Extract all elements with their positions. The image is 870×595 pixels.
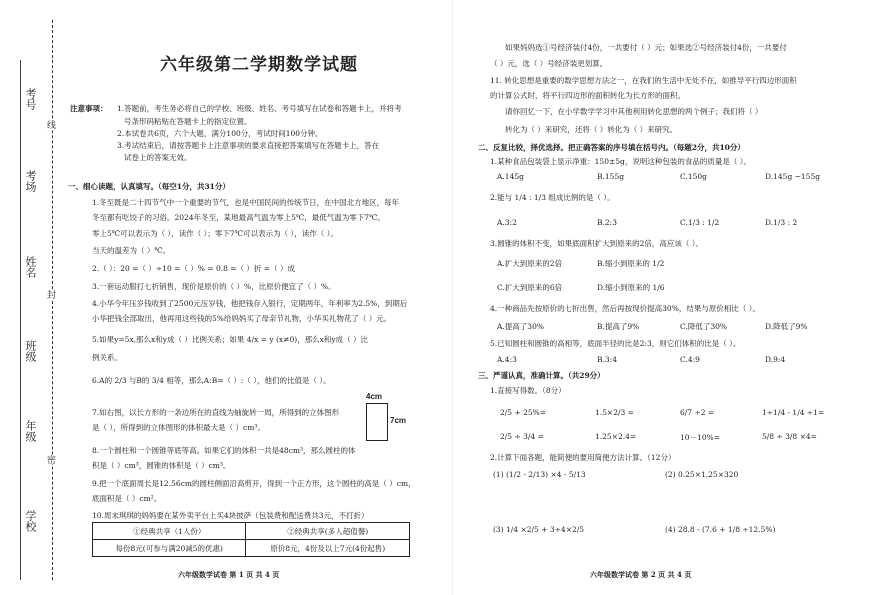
calc-item: 1.25×2.4= (595, 432, 637, 441)
notice-label: 注意事项： (70, 104, 108, 113)
calc-item: 6/7 ÷2 = (680, 408, 715, 417)
calc-item: 5/8 ÷ 3/8 ×4= (762, 432, 817, 441)
mc-option: C.扩大到原来的6倍 (497, 283, 563, 292)
mc-option: B.缩小到原来的 1/2 (597, 259, 665, 268)
mc-option: A.3:2 (497, 218, 517, 227)
binding-field-name: 姓名 (24, 256, 37, 278)
question-11: 11. 转化思想是重要的数学思想方法之一，在我们的生活中无处不在，如推导平行四边形面积 (490, 76, 797, 85)
section2-heading: 二、反复比较，择优选择。把正确答案的序号填在括号内。（每题2分，共10分） (478, 143, 745, 152)
pizza-option-1-price: 每份8元(可参与满20减5的优惠) (93, 540, 246, 557)
question-10-cont: 如果妈妈选①号经济装付4份，一共要付（ ）元；如果选②号经济装付4份，一共要付 (505, 43, 787, 52)
notice-line: 3.考试结束后，请按答题卡上注意事项的要求直接把答案填写在答题卡上，答在 (117, 141, 380, 150)
mc-option: B.3:4 (597, 355, 617, 364)
question-11-line: 请你回忆一下，在小学数学学习中其他利用转化思想的两个例子；我们将（ ） (505, 107, 763, 116)
question-11-line: 的计算公式时，将平行四边形的面积转化为长方形的面积。 (490, 91, 685, 100)
question-10: 10.周末琪琪的妈妈要在某外卖平台上买4块披萨（包装费和配送费共3元，不打折） (92, 511, 369, 520)
mc-option: D.1/3 : 2 (765, 218, 798, 227)
section3-heading: 三、严谨认真，准确计算。（共29分） (478, 371, 605, 380)
mc-option: C.降低了30% (680, 322, 728, 331)
rectangle-figure (366, 403, 388, 441)
binding-field-class: 班级 (24, 340, 37, 362)
question-10-cont-line: （ ）元，选（ ）号经济装更划算。 (490, 59, 608, 68)
seal-char-seal: 封 (45, 290, 55, 299)
pizza-option-2-price: 原价8元，4份及以上7元(4份起售) (246, 540, 410, 557)
question-7: 7.如右图，以长方形的一条边所在的直线为轴旋转一周，所得到的立体图形 (92, 408, 340, 417)
mc-option: A.提高了30% (497, 322, 544, 331)
binding-field-grade: 年级 (24, 420, 37, 442)
question-3: 3.一套运动服打七折销售，现价是原价的（ ）%，比原价便宜了（ ）%。 (92, 282, 336, 291)
page-footer: 六年级数学试卷 第 1 页 共 4 页 (178, 570, 280, 579)
pizza-option-2-header: ②经典共享(多人超值餐) (246, 523, 410, 540)
mc-option: B.2:3 (597, 218, 617, 227)
question-9: 9.把一个底面周长是12.56cm的圆柱侧面沿高剪开，得到一个正方形，这个圆柱的高是（ ）cm， (92, 479, 416, 488)
mc-option: C.4:9 (680, 355, 700, 364)
mc-option: A.4:3 (497, 355, 517, 364)
figure-height-label: 7cm (390, 416, 407, 425)
binding-field-exam-room: 考场 (24, 170, 37, 192)
mc-option: C.1/3 : 1/2 (680, 218, 720, 227)
mc-option: D.9:4 (765, 355, 786, 364)
calc2-item: (1) (1/2 - 2/13) ×4 - 5/13 (493, 470, 586, 479)
question-4-line: 小华把钱全部取出，他再用这些钱的5%给妈妈买了母亲节礼物，小华买礼物花了（ ）元。 (92, 314, 392, 323)
binding-write-line (20, 60, 21, 580)
question-11-line: 转化为（ ）来研究，还将（ ）转化为（ ）来研究。 (505, 125, 678, 134)
pizza-price-table (92, 522, 410, 557)
question-5: 5.如果y=5x,那么x和y成（ ）比例关系；如果 4/x = y (x≠0)，那么x和y成（ ）比 (92, 335, 368, 344)
seal-char-line: 线 (45, 120, 55, 129)
calc1-label: 1.直接写得数。（8分） (490, 386, 566, 395)
question-1-line: 冬至都有吃饺子的习俗。2024年冬至，某地最高气温为零上5℃，最低气温为零下7℃。 (92, 213, 385, 222)
page-title: 六年级第二学期数学试题 (160, 55, 358, 75)
mc-option: C.150g (680, 172, 707, 181)
mc-option: D.145g ~155g (765, 172, 821, 181)
calc-item: 1÷1/4 - 1/4 ÷1= (762, 408, 825, 417)
calc2-label: 2.计算下面各题，能简便的要用简便方法计算。（12分） (490, 453, 676, 462)
pizza-option-1-header: ①经典共享（1人份） (93, 523, 246, 540)
mc-option: B.155g (597, 172, 625, 181)
section1-heading: 一、细心读题，认真填写。（每空1分，共31分） (68, 182, 230, 191)
question-7-line: 是（ ），所得到的立体图形的体积最大是（ ）cm³。 (92, 423, 265, 432)
mc-question-stem: 4.一种商品先按原价的七折出售，然后再按现价提高30%，结果与原价相比（ ）。 (490, 304, 760, 313)
mc-question-stem: 2.能与 1/4 : 1/3 组成比例的是（ ）。 (490, 193, 615, 202)
binding-dashed-line (52, 20, 53, 580)
notice-line: 1.答题前，考生务必将自己的学校、班级、姓名、考号填写在试卷和答题卡上，并将考 (117, 104, 402, 113)
calc2-item: (2) 0.25×1.25×320 (665, 470, 739, 479)
calc-item: 10－10%= (680, 433, 720, 442)
binding-field-school: 学校 (24, 510, 37, 532)
question-1-line: 当天的温差为（ ）℃。 (92, 246, 171, 255)
calc2-item: (4) 28.8 - (7.6 + 1/8 ÷12.5%) (665, 525, 776, 534)
question-9-line: 底面积是（ ）cm²。 (92, 494, 162, 503)
calc-item: 2/5 ÷ 3/4 = (500, 432, 544, 441)
figure-width-label: 4cm (366, 392, 383, 401)
question-1-line: 零上5℃可以表示为（ ），读作（ ）；零下7℃可以表示为（ ），读作（ ）。 (92, 229, 338, 238)
question-1: 1.冬至既是二十四节气中一个重要的节气，也是中国民间的传统节日，在中国北方地区，每年 (92, 198, 400, 207)
calc-item: 2/5 + 25%= (500, 408, 547, 417)
question-8-line: 积是（ ）cm³，圆锥的体积是（ ）cm³。 (92, 461, 231, 470)
mc-option: A.145g (497, 172, 524, 181)
question-8: 8.一个圆柱和一个圆锥等底等高。如果它们的体积一共是48cm³，那么圆柱的体 (92, 446, 356, 455)
calc2-item: (3) 1/4 ×2/5 + 3÷4×2/5 (493, 525, 585, 534)
question-5-line: 例关系。 (92, 353, 122, 362)
seal-char-secret: 密 (45, 455, 55, 464)
question-2: 2.（ ）：20 =（ ）÷10 =（ ）% = 0.8 =（ ）折 =（ ）成 (92, 264, 295, 273)
calc-item: 1.5×2/3 = (595, 408, 634, 417)
mc-option: A.扩大到原来的2倍 (497, 259, 563, 268)
binding-field-exam-number: 考号 (24, 88, 37, 110)
mc-option: D.缩小到原来的 1/6 (597, 283, 665, 292)
page-footer: 六年级数学试卷 第 2 页 共 4 页 (590, 570, 692, 579)
question-4: 4.小华今年压岁钱收到了2500元压岁钱，他把钱存入银行，定期两年，年利率为2.5%，到期后 (92, 299, 408, 308)
page-divider (452, 0, 453, 595)
mc-option: B.提高了9% (597, 322, 640, 331)
notice-line: 号条形码粘贴在答题卡上的指定位置。 (124, 117, 252, 126)
mc-question-stem: 1.某种食品包装袋上显示净重：150±5g，说明这种包装的食品的质量是（ ）。 (490, 157, 751, 166)
mc-question-stem: 3.圆锥的体积不变，如果底面积扩大到原来的2倍，高应该（ ）。 (490, 239, 704, 248)
notice-line: 2.本试卷共6页，六个大题，满分100分，考试时间100分钟。 (117, 129, 323, 138)
notice-line: 试卷上的答案无效。 (124, 153, 192, 162)
mc-question-stem: 5.已知圆柱和圆锥的高相等，底面半径的比是2:3，则它们体积的比是（ ）。 (490, 339, 741, 348)
mc-option: D.降低了9% (765, 322, 808, 331)
question-6: 6.A的 2/3 与B的 3/4 相等，那么A:B=（ ）:（ ），他们的比值是（ ）。 (92, 376, 331, 385)
